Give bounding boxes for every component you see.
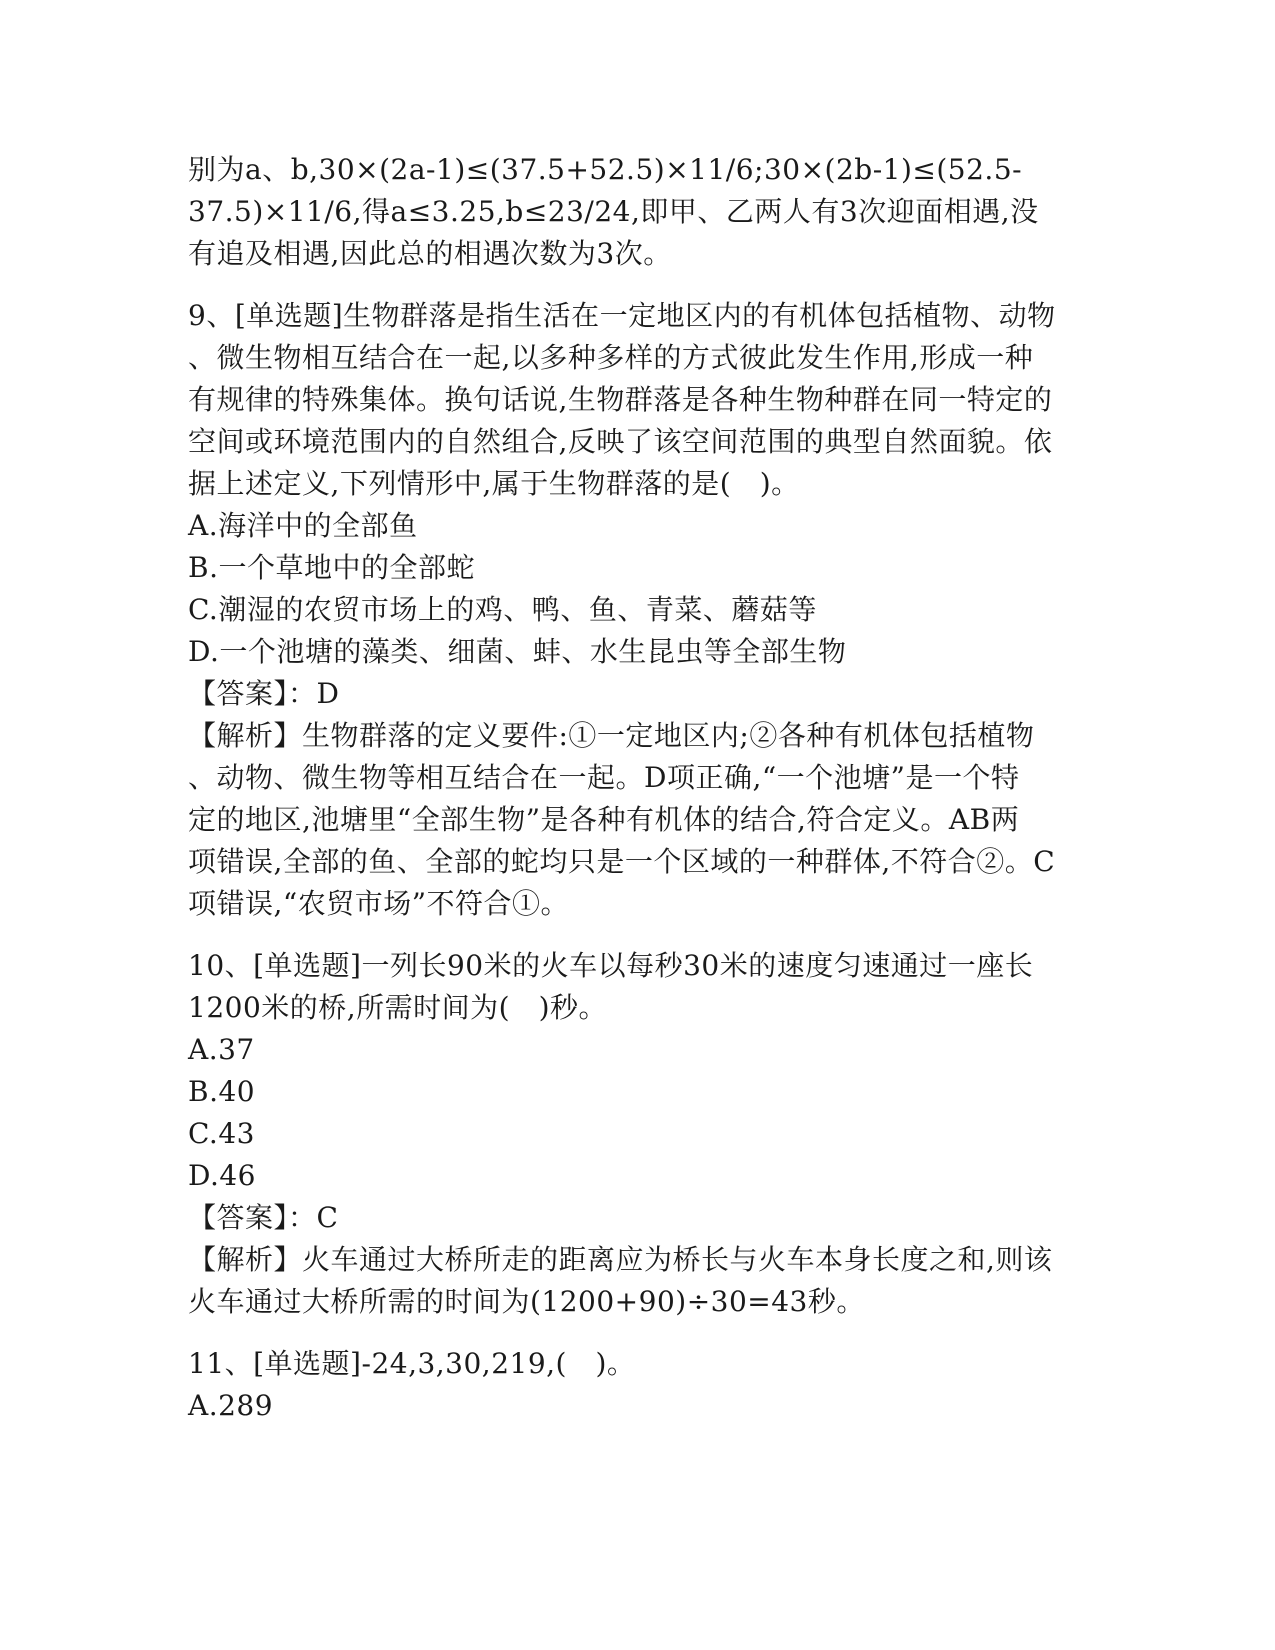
text-line: 别为a、b,30×(2a-1)≤(37.5+52.5)×11/6;30×(2b-1)≤(52.5- (188, 153, 1023, 186)
text-line: 10、[单选题]一列长90米的火车以每秒30米的速度匀速通过一座长 (188, 949, 1034, 982)
text-line: 1200米的桥,所需时间为( )秒。 (188, 991, 608, 1024)
text-line: 有追及相遇,因此总的相遇次数为3次。 (188, 237, 672, 270)
option-a: A.289 (188, 1389, 274, 1422)
question-stem (188, 945, 1088, 1029)
text-line: 空间或环境范围内的自然组合,反映了该空间范围的典型自然面貌。依 (188, 425, 1053, 458)
text-line: 据上述定义,下列情形中,属于生物群落的是( )。 (188, 467, 800, 500)
text-line: 火车通过大桥所需的时间为(1200+90)÷30=43秒。 (188, 1285, 865, 1318)
text-line: 【解析】火车通过大桥所走的距离应为桥长与火车本身长度之和,则该 (188, 1243, 1053, 1276)
question-9 (188, 295, 1088, 925)
text-line: 【解析】生物群落的定义要件:①一定地区内;②各种有机体包括植物 (188, 719, 1035, 752)
option-a: A.37 (188, 1033, 255, 1066)
text-line: 、微生物相互结合在一起,以多种多样的方式彼此发生作用,形成一种 (188, 341, 1034, 374)
text-line: 项错误,全部的鱼、全部的蛇均只是一个区域的一种群体,不符合②。C (188, 845, 1056, 878)
analysis (188, 1239, 1088, 1323)
document-page (188, 149, 1088, 1427)
question-stem (188, 1343, 1088, 1385)
text-line: 项错误,“农贸市场”不符合①。 (188, 887, 570, 920)
option-b: B.40 (188, 1075, 256, 1108)
option-d: D.46 (188, 1159, 256, 1192)
text-line: 11、[单选题]-24,3,30,219,( )。 (188, 1347, 636, 1380)
text-line: 37.5)×11/6,得a≤3.25,b≤23/24,即甲、乙两人有3次迎面相遇,没 (188, 195, 1039, 228)
text-line: 有规律的特殊集体。换句话说,生物群落是各种生物种群在同一特定的 (188, 383, 1053, 416)
option-d: D.一个池塘的藻类、细菌、蚌、水生昆虫等全部生物 (188, 635, 847, 668)
option-c: C.43 (188, 1117, 255, 1150)
analysis (188, 715, 1088, 925)
question-10 (188, 945, 1088, 1323)
answer: 【答案】：D (188, 677, 340, 710)
text-line: 、动物、微生物等相互结合在一起。D项正确,“一个池塘”是一个特 (188, 761, 1020, 794)
text-line: 9、[单选题]生物群落是指生活在一定地区内的有机体包括植物、动物 (188, 299, 1056, 332)
option-b: B.一个草地中的全部蛇 (188, 551, 475, 584)
question-stem (188, 295, 1088, 505)
option-a: A.海洋中的全部鱼 (188, 509, 418, 542)
option-c: C.潮湿的农贸市场上的鸡、鸭、鱼、青菜、蘑菇等 (188, 593, 817, 626)
intro-paragraph (188, 149, 1088, 275)
text-line: 定的地区,池塘里“全部生物”是各种有机体的结合,符合定义。AB两 (188, 803, 1020, 836)
question-11 (188, 1343, 1088, 1427)
answer: 【答案】：C (188, 1201, 339, 1234)
